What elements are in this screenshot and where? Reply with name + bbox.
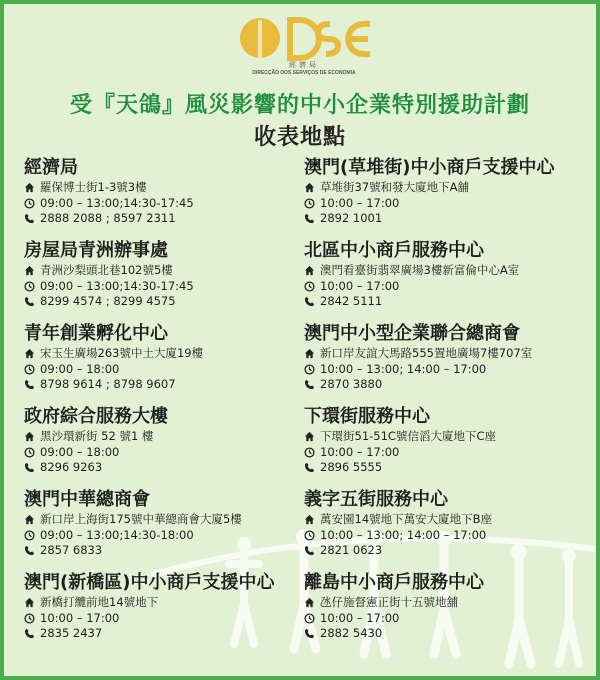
location-hours: 10:00 – 13:00; 14:00 – 17:00 [304,362,596,378]
home-icon [24,514,35,525]
location-phone: 2857 6833 [24,543,304,559]
location-name: 青年創業孵化中心 [24,323,168,344]
phone-icon [304,462,315,473]
location-name: 政府綜合服務大樓 [24,406,168,427]
location-phone: 8299 4574 ; 8299 4575 [24,294,304,310]
clock-icon [304,447,315,458]
location-entry [24,322,304,405]
location-address: 氹仔施督憲正街十五號地舖 [304,595,596,611]
location-address: 青洲沙梨頭北巷102號5樓 [24,263,304,279]
location-address: 宋玉生廣場263號中土大廈19樓 [24,346,304,362]
clock-icon [304,281,315,292]
location-hours: 09:00 – 18:00 [24,362,304,378]
poster-title: 受『天鴿』風災影響的中小企業特別援助計劃 [69,93,530,118]
clock-icon [24,281,35,292]
location-address: 新口岸上海街175號中華總商會大廈5樓 [24,512,304,528]
location-address: 萬安園14號地下萬安大廈地下B座 [304,512,596,528]
clock-icon [24,613,35,624]
logo-chinese-name: 經濟局 [289,61,319,69]
home-icon [304,348,315,359]
location-name: 北區中小商戶服務中心 [304,240,484,261]
location-name: 下環街服務中心 [304,406,430,427]
clock-icon [304,613,315,624]
home-icon [24,182,35,193]
location-entry [24,488,304,571]
clock-icon [24,447,35,458]
location-entry [24,156,304,239]
home-icon [24,431,35,442]
location-phone: 2888 2088 ; 8597 2311 [24,211,304,227]
phone-icon [24,296,35,307]
home-icon [304,182,315,193]
phone-icon [24,379,35,390]
home-icon [24,348,35,359]
location-name: 經濟局 [24,157,78,178]
home-icon [304,597,315,608]
location-hours: 09:00 – 13:00;14:30-18:00 [24,528,304,544]
clock-icon [24,198,35,209]
logo-portuguese-name: DIRECÇÃO DOS SERVIÇOS DE ECONOMIA [252,70,356,76]
phone-icon [24,213,35,224]
location-phone: 2870 3880 [304,377,596,393]
location-hours: 09:00 – 18:00 [24,445,304,461]
phone-icon [24,545,35,556]
location-entry [24,239,304,322]
location-entry [304,405,596,488]
location-phone: 2842 5111 [304,294,596,310]
location-hours: 10:00 – 17:00 [304,279,596,295]
location-phone: 2835 2437 [24,626,304,642]
home-icon [24,265,35,276]
home-icon [304,265,315,276]
location-entry [304,156,596,239]
location-hours: 10:00 – 17:00 [304,445,596,461]
phone-icon [304,379,315,390]
location-phone: 2892 1001 [304,211,596,227]
home-icon [24,597,35,608]
location-address: 下環街51-51C號信滔大廈地下C座 [304,429,596,445]
home-icon [304,431,315,442]
poster-subtitle: 收表地點 [253,125,346,150]
location-entry [304,322,596,405]
location-name: 離島中小商戶服務中心 [304,572,484,593]
location-address: 新口岸友誼大馬路555置地廣場7樓707室 [304,346,596,362]
location-hours: 10:00 – 17:00 [304,196,596,212]
location-hours: 10:00 – 17:00 [304,611,596,627]
clock-icon [304,530,315,541]
location-hours: 10:00 – 17:00 [24,611,304,627]
location-entry [304,239,596,322]
location-address: 澳門看臺街翡翠廣場3樓新富倫中心A室 [304,263,596,279]
location-entry [24,571,304,654]
location-name: 房屋局青洲辦事處 [24,240,168,261]
location-hours: 10:00 – 13:00; 14:00 – 17:00 [304,528,596,544]
clock-icon [304,364,315,375]
clock-icon [24,364,35,375]
location-name: 義字五街服務中心 [304,489,448,510]
location-phone: 2896 5555 [304,460,596,476]
home-icon [304,514,315,525]
location-phone: 8798 9614 ; 8798 9607 [24,377,304,393]
location-name: 澳門(新橋區)中小商戶支援中心 [24,572,275,593]
location-address: 草堆街37號和發大廈地下A舖 [304,180,596,196]
location-phone: 2821 0623 [304,543,596,559]
phone-icon [304,545,315,556]
location-name: 澳門中小型企業聯合總商會 [304,323,520,344]
location-entry [304,571,596,654]
location-hours: 09:00 – 13:00;14:30-17:45 [24,196,304,212]
location-entry [24,405,304,488]
location-address: 黑沙環新街 52 號1 樓 [24,429,304,445]
location-address: 新橋打纜前地14號地下 [24,595,304,611]
phone-icon [304,213,315,224]
locations-left-column [24,156,304,654]
location-name: 澳門中華總商會 [24,489,150,510]
location-entry [304,488,596,571]
phone-icon [304,628,315,639]
location-phone: 8296 9263 [24,460,304,476]
location-address: 羅保博士街1-3號3樓 [24,180,304,196]
phone-icon [24,462,35,473]
phone-icon [24,628,35,639]
phone-icon [304,296,315,307]
clock-icon [24,530,35,541]
locations-right-column [304,156,596,654]
location-name: 澳門(草堆街)中小商戶支援中心 [304,157,555,178]
location-hours: 09:00 – 13:00;14:30-17:45 [24,279,304,295]
clock-icon [304,198,315,209]
location-phone: 2882 5430 [304,626,596,642]
